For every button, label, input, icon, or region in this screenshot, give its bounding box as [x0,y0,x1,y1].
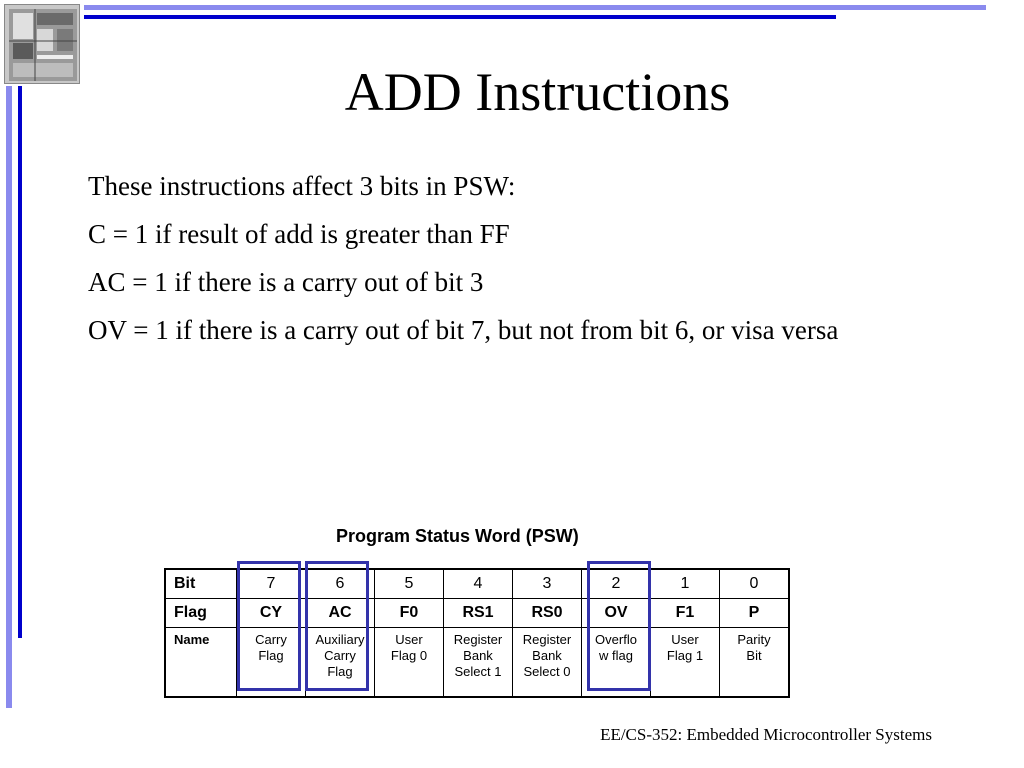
flag-cell: OV [582,599,651,628]
name-cell: Auxiliary Carry Flag [306,628,375,698]
slide-title: ADD Instructions [344,62,731,122]
body-line: AC = 1 if there is a carry out of bit 3 [88,267,484,297]
frame-top-light-line [84,5,986,10]
row-header-name: Name [165,628,237,698]
footer-course-label: EE/CS-352: Embedded Microcontroller Systems [600,725,932,744]
bit-cell: 1 [651,569,720,599]
bit-cell: 0 [720,569,790,599]
highlight-box-ac [305,561,369,691]
flag-cell: F1 [651,599,720,628]
frame-left-light-line [6,86,12,708]
name-cell: User Flag 1 [651,628,720,698]
row-header-flag: Flag [165,599,237,628]
highlight-box-cy [237,561,301,691]
bit-cell: 6 [306,569,375,599]
flag-cell: P [720,599,790,628]
name-cell: Overflo w flag [582,628,651,698]
flag-cell: F0 [375,599,444,628]
highlight-box-ov [587,561,651,691]
body-line: OV = 1 if there is a carry out of bit 7, but not from bit 6, or visa versa [88,315,839,345]
bit-cell: 5 [375,569,444,599]
body-text [88,170,928,362]
flag-cell: RS1 [444,599,513,628]
body-line: These instructions affect 3 bits in PSW: [88,171,516,201]
psw-table-title: Program Status Word (PSW) [336,526,579,546]
flag-cell: RS0 [513,599,582,628]
row-header-bit: Bit [165,569,237,599]
name-cell: Parity Bit [720,628,790,698]
name-cell: Register Bank Select 1 [444,628,513,698]
name-cell: User Flag 0 [375,628,444,698]
bit-cell: 3 [513,569,582,599]
flag-cell: CY [237,599,306,628]
bit-cell: 7 [237,569,306,599]
name-cell: Carry Flag [237,628,306,698]
bit-cell: 4 [444,569,513,599]
flag-cell: AC [306,599,375,628]
body-line: C = 1 if result of add is greater than FF [88,219,510,249]
frame-top-dark-line [84,15,836,19]
bit-cell: 2 [582,569,651,599]
name-cell: Register Bank Select 0 [513,628,582,698]
frame-left-dark-line [18,86,22,638]
